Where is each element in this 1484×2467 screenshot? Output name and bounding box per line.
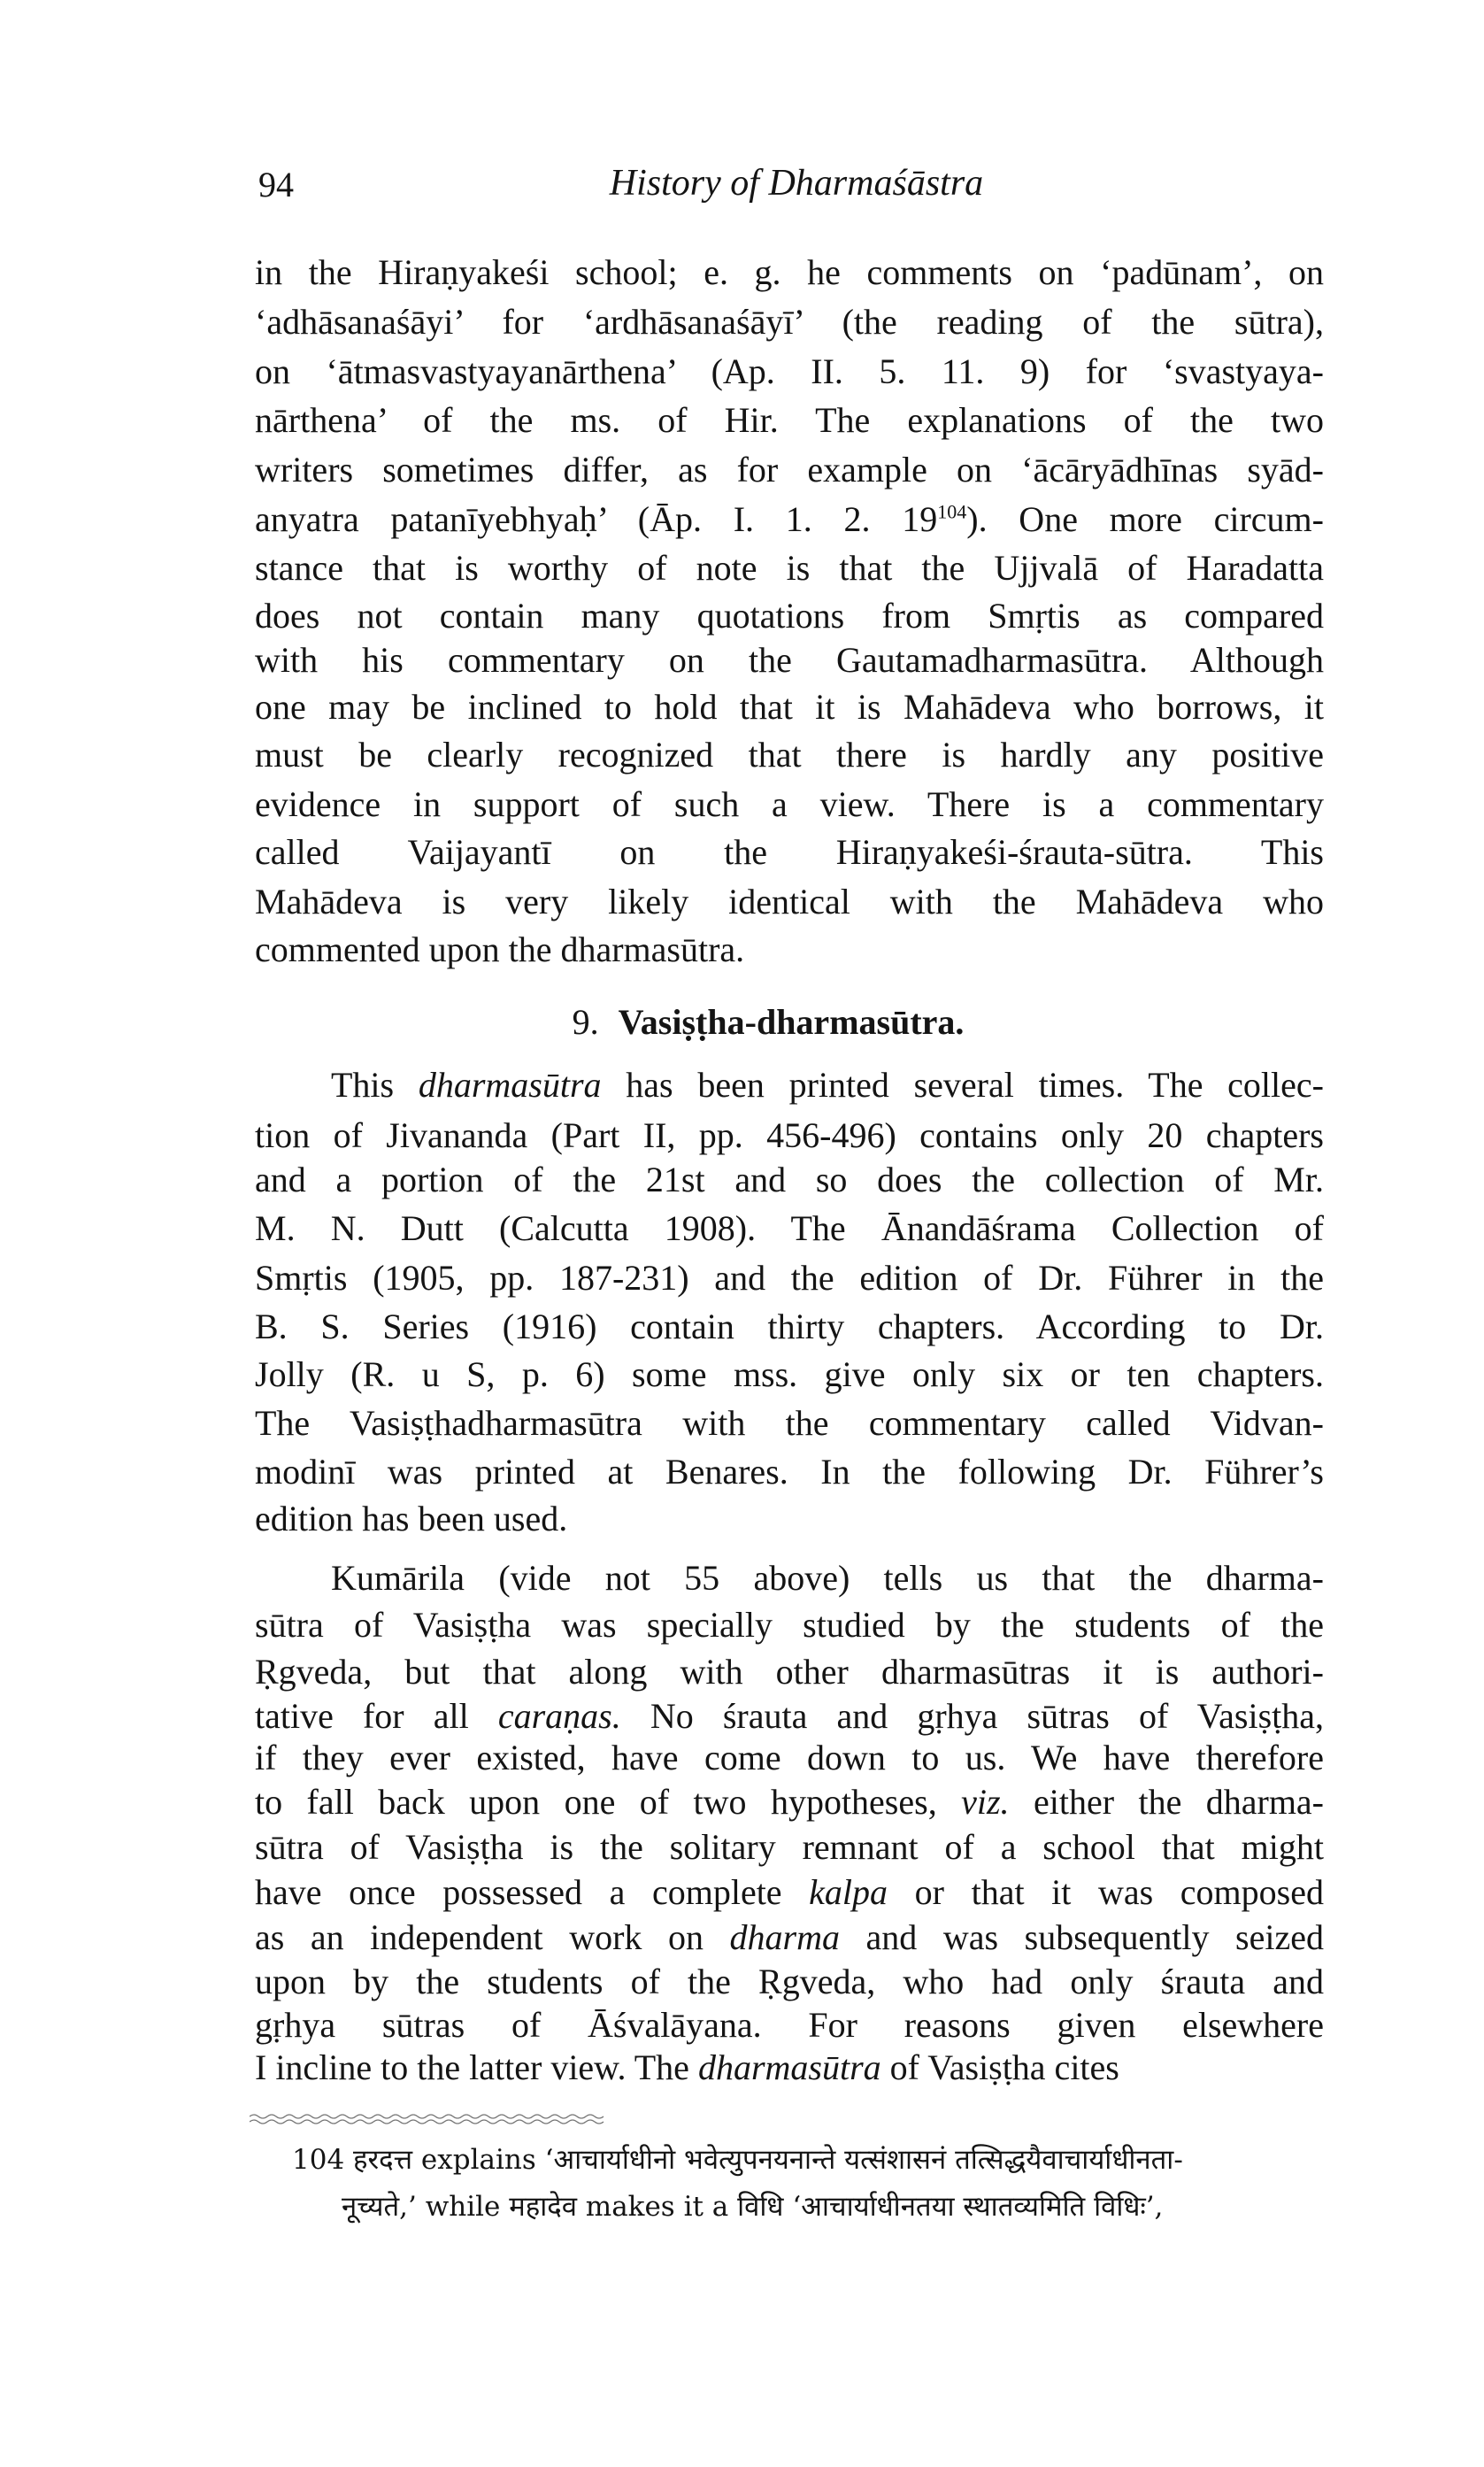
text-run: Jolly (R. u S, p. 6) some mss. give only six or ten chapters.	[255, 1354, 1324, 1394]
text-line	[255, 1254, 1324, 1302]
text-line	[255, 926, 1324, 974]
text-run: with his commentary on the Gautamadharmasūtra. Although	[255, 640, 1324, 680]
text-run: on ‘ātmasvastyayanārthena’ (Ap. II. 5. 11. 9) for ‘svastyaya-	[255, 351, 1324, 391]
text-line	[255, 1351, 1324, 1399]
text-run: ). One more circum-	[966, 499, 1324, 539]
text-line	[255, 496, 1324, 544]
text-run: nārthena’ of the ms. of Hir. The explanations of the two	[255, 400, 1324, 440]
text-run: to fall back upon one of two hypotheses,	[255, 1782, 962, 1822]
text-run: gṛhya sūtras of Āśvalāyana. For reasons given elsewhere	[255, 2005, 1324, 2045]
text-line	[255, 249, 1324, 297]
text-run: The Vasiṣṭhadharmasūtra with the commentary called Vidvan-	[255, 1403, 1324, 1443]
text-run: if they ever existed, have come down to us. We have therefore	[255, 1738, 1324, 1777]
text-run: anyatra patanīyebhyaḥ’ (Āp. I. 1. 2. 19	[255, 499, 938, 539]
text-line	[255, 1448, 1324, 1496]
italic-term: dharmasūtra	[697, 2047, 881, 2087]
text-run: Kumārila (vide not 55 above) tells us that the dharma-	[331, 1558, 1324, 1598]
text-line	[255, 878, 1324, 926]
text-run: commented upon the dharmasūtra.	[255, 929, 745, 969]
text-line	[255, 1958, 1324, 2006]
text-run: have once possessed a complete	[255, 1872, 810, 1912]
text-line	[255, 397, 1324, 444]
text-run: sūtra of Vasiṣṭha was specially studied by the students of the	[255, 1605, 1324, 1645]
italic-term: kalpa	[809, 1872, 888, 1912]
section-heading	[255, 998, 1281, 1046]
text-line	[255, 348, 1324, 396]
text-run: Mahādeva is very likely identical with the Mahādeva who	[255, 882, 1324, 921]
text-line	[255, 1601, 1324, 1649]
text-run: one may be inclined to hold that it is Mahādeva who borrows, it	[255, 687, 1324, 727]
text-run: tative for all	[255, 1696, 498, 1736]
text-line	[255, 2044, 1324, 2092]
text-run: as an independent work on	[255, 1917, 730, 1957]
text-run: has been printed several times. The collec-	[601, 1065, 1324, 1105]
italic-term: dharma	[729, 1917, 840, 1957]
text-run: upon by the students of the Ṛgveda, who had only śrauta and	[255, 1962, 1324, 2001]
text-line	[255, 298, 1324, 346]
text-run: This	[331, 1065, 419, 1105]
text-run: modinī was printed at Benares. In the following Dr. Führer’s	[255, 1452, 1324, 1492]
text-line	[255, 1734, 1324, 1782]
text-run: and a portion of the 21st and so does the collection of Mr.	[255, 1160, 1324, 1199]
text-line	[255, 1823, 1324, 1871]
section-title: Vasiṣṭha-dharmasūtra.	[618, 1002, 965, 1042]
text-run: Ṛgveda, but that along with other dharmasūtras it is authori-	[255, 1652, 1324, 1692]
text-run: I incline to the latter view. The	[255, 2047, 698, 2087]
text-run: must be clearly recognized that there is hardly any positive	[255, 735, 1324, 775]
footnote-reference: 104	[937, 500, 967, 523]
footnote-104-line-1: 104 हरदत्त explains ‘आचार्याधीनो भवेत्युपनयनान्ते यत्संशासनं तत्सिद्धयैवाचार्याधीनता-	[292, 2144, 1183, 2176]
text-line	[255, 731, 1324, 779]
text-run: writers sometimes differ, as for example on ‘ācāryādhīnas syād-	[255, 450, 1324, 490]
section-number: 9.	[572, 1002, 599, 1042]
text-line	[255, 1692, 1324, 1740]
text-run: evidence in support of such a view. There is a commentary	[255, 784, 1324, 824]
text-line	[255, 683, 1324, 731]
text-line	[255, 1303, 1324, 1351]
text-line	[255, 829, 1324, 876]
text-line	[255, 1399, 1324, 1447]
text-run: of Vasiṣṭha cites	[880, 2047, 1119, 2087]
text-line	[255, 1869, 1324, 1916]
text-line	[255, 1495, 1324, 1543]
text-line	[255, 636, 1324, 684]
text-run: ‘adhāsanaśāyi’ for ‘ardhāsanaśāyī’ (the reading of the sūtra),	[255, 302, 1324, 342]
text-line	[255, 1061, 1324, 1109]
text-run: or that it was composed	[888, 1872, 1324, 1912]
italic-term: dharmasūtra	[418, 1065, 602, 1105]
text-run: called Vaijayantī on the Hiraṇyakeśi-śrauta-sūtra. This	[255, 832, 1324, 872]
text-run: in the Hiraṇyakeśi school; e. g. he comments on ‘padūnam’, on	[255, 252, 1324, 292]
text-run: B. S. Series (1916) contain thirty chapters. According to Dr.	[255, 1307, 1324, 1346]
text-run: either the dharma-	[1009, 1782, 1325, 1822]
text-line	[255, 781, 1324, 829]
text-run: stance that is worthy of note is that the Ujjvalā of Haradatta	[255, 548, 1324, 588]
text-line	[255, 1205, 1324, 1253]
page-number: 94	[258, 165, 294, 204]
running-title: History of Dharmaśāstra	[609, 163, 984, 204]
italic-term: caraṇas.	[497, 1696, 621, 1736]
text-run: sūtra of Vasiṣṭha is the solitary remnant of a school that might	[255, 1827, 1324, 1867]
text-run: edition has been used.	[255, 1499, 568, 1538]
text-line	[255, 592, 1324, 640]
text-line	[255, 1914, 1324, 1962]
italic-term: viz.	[961, 1782, 1010, 1822]
text-run: does not contain many quotations from Smṛtis as compared	[255, 596, 1324, 636]
text-run: tion of Jivananda (Part II, pp. 456-496) contains only 20 chapters	[255, 1115, 1324, 1155]
text-line	[255, 1648, 1324, 1696]
text-line	[255, 1778, 1324, 1826]
text-run: Smṛtis (1905, pp. 187-231) and the edition of Dr. Führer in the	[255, 1258, 1324, 1298]
text-run: M. N. Dutt (Calcutta 1908). The Ānandāśrama Collection of	[255, 1208, 1324, 1248]
footnote-104-line-2: नूच्यते,’ while महादेव makes it a विधि ‘आचार्याधीनतया स्थातव्यमिति विधिः’,	[342, 2191, 1164, 2223]
text-run: and was subsequently seized	[840, 1917, 1324, 1957]
text-line	[255, 1554, 1324, 1602]
text-run: No śrauta and gṛhya sūtras of Vasiṣṭha,	[620, 1696, 1324, 1736]
text-line	[255, 1156, 1324, 1204]
text-line	[255, 1112, 1324, 1160]
text-line	[255, 544, 1324, 592]
footnote-separator	[250, 2112, 612, 2126]
text-line	[255, 2001, 1324, 2049]
text-line	[255, 446, 1324, 494]
